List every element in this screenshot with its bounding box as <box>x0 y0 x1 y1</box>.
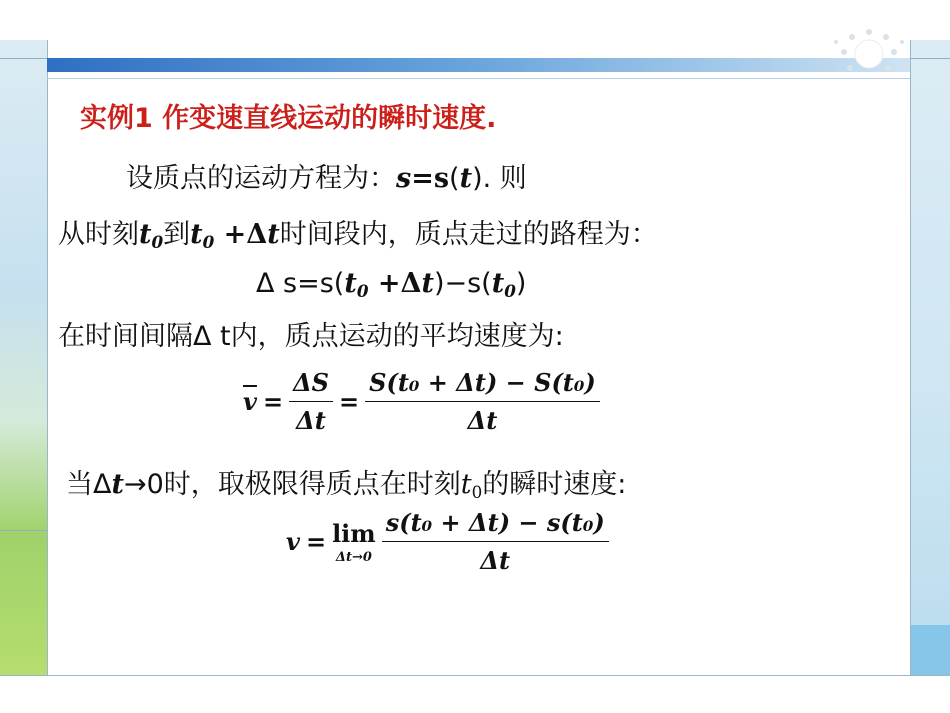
limit-description-line: 当Δt→0时，取极限得质点在时刻$t_0$的瞬时速度: <box>66 469 627 503</box>
displacement-formula: Δ $s=s(t_0 +\Delta t)-s(t_0)$ <box>256 268 527 302</box>
motion-equation-line: 设质点的运动方程为：s=s(t). 则 <box>126 163 527 194</box>
page-title: 实例1 作变速直线运动的瞬时速度. <box>80 103 497 134</box>
time-interval-line: 从时刻$t_0$到$t_0 +\Delta t$时间段内，质点走过的路程为： <box>58 219 658 253</box>
average-velocity-formula: $\overline{v}$ = $\frac{\Delta S}{\Delta t}$ = $\frac{\text{S(t₀ + Δt) − S(t₀)}}{\Delta t}$ <box>243 368 600 435</box>
average-velocity-line: 在时间间隔Δ t内，质点运动的平均速度为: <box>58 321 564 352</box>
instantaneous-velocity-formula: v = lim Δt→0 $\frac{\text{s(t₀ + Δt) − s(t₀)}}{\Delta t}$ <box>286 508 609 575</box>
